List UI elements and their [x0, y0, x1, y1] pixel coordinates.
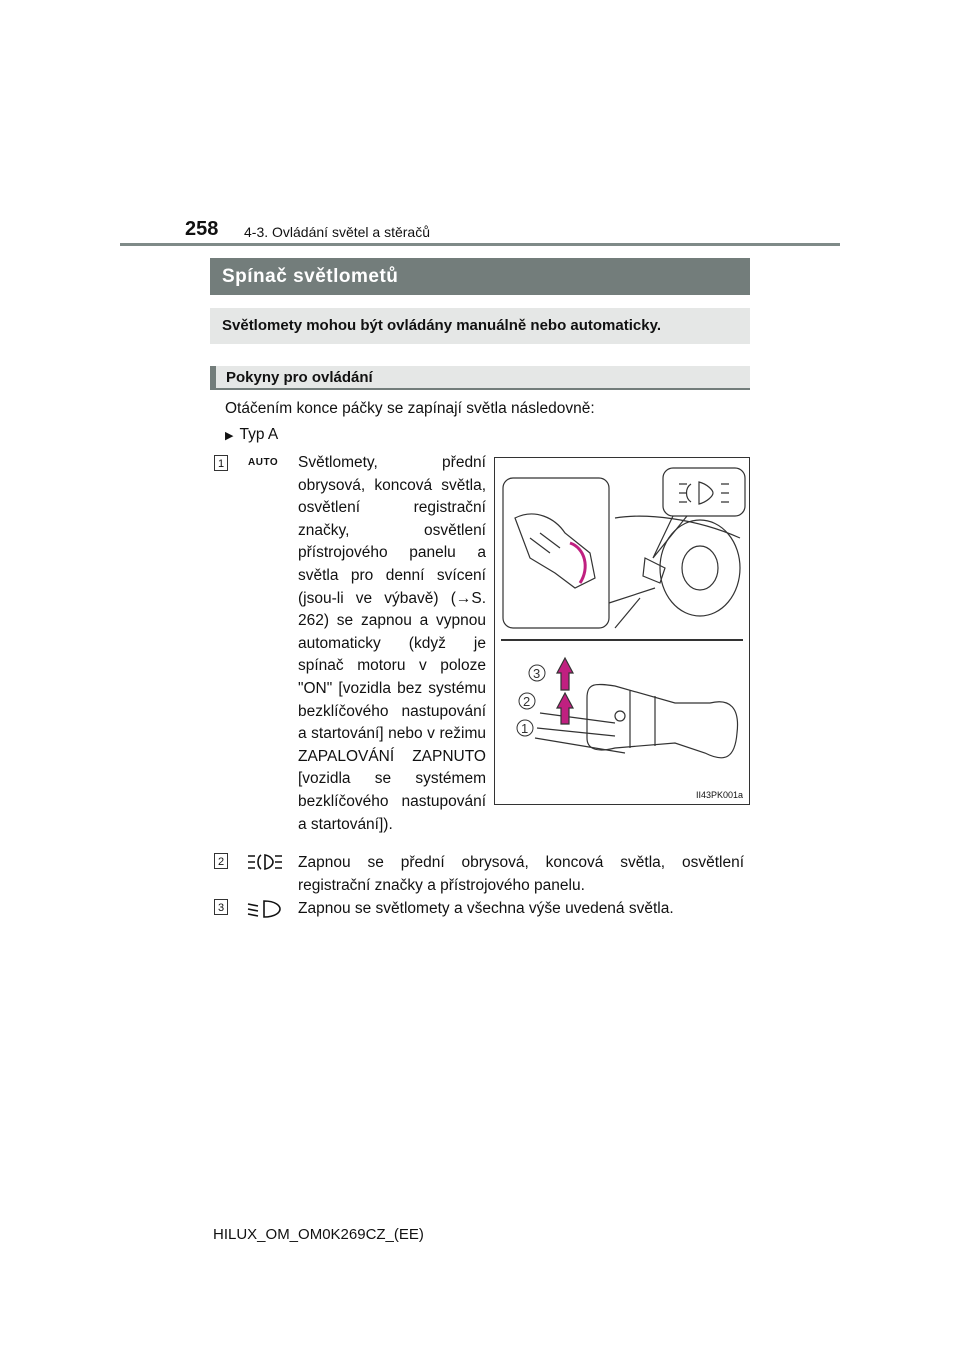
parking-lights-icon [246, 852, 284, 877]
item-number-3: 3 [214, 899, 228, 915]
auto-symbol-label: AUTO [248, 457, 279, 468]
sub-heading: Pokyny pro ovládání [210, 366, 750, 390]
item-number-1: 1 [214, 455, 228, 471]
type-label [225, 424, 278, 448]
figure-code: II43PK001a [695, 790, 743, 800]
figure-illustration [495, 458, 749, 804]
item-3-text: Zapnou se světlomety a všechna výše uvedená světla. [298, 900, 674, 917]
item-number-2: 2 [214, 853, 228, 869]
page-number: 258 [185, 218, 219, 240]
figure-light-switch [494, 457, 750, 805]
section-title: Spínač světlometů [210, 258, 750, 295]
figure-callout-1: 1 [521, 721, 529, 736]
item-2-text: Zapnou se přední obrysová, koncová světla, osvětlení registrační značky a přístrojového panelu. [298, 854, 744, 894]
footer-document-code: HILUX_OM_OM0K269CZ_(EE) [213, 1226, 424, 1243]
item-1-text: Světlomety, přední obrysová, koncová světla, osvětlení registrační značky, osvětlení přístrojového panelu a světla pro denní svícení (jsou-li ve výbavě) (→S. 262) se zapnou a vypnou automaticky (když je spínač motoru v poloze "ON" [vozidla bez systému bezklíčového nastupování a startování] nebo v režimu ZAPALOVÁNÍ ZAPNUTO [vozidla se systémem bezklíčového nastupování a startování]). [298, 454, 486, 833]
type-label-text: Typ A [239, 426, 279, 443]
header-rule [120, 243, 840, 246]
figure-callout-2: 2 [523, 694, 531, 709]
instruction-text: Otáčením konce páčky se zapínají světla následovně: [225, 400, 595, 417]
chapter-title: 4-3. Ovládání světel a stěračů [244, 224, 430, 240]
inset-lever-closeup [503, 478, 609, 628]
low-beam-headlight-icon [246, 898, 284, 925]
inset-symbol-box [663, 468, 745, 516]
figure-callout-3: 3 [533, 666, 541, 681]
intro-box: Světlomety mohou být ovládány manuálně nebo automaticky. [210, 308, 750, 344]
triangle-bullet-icon: ▶ [225, 430, 234, 442]
